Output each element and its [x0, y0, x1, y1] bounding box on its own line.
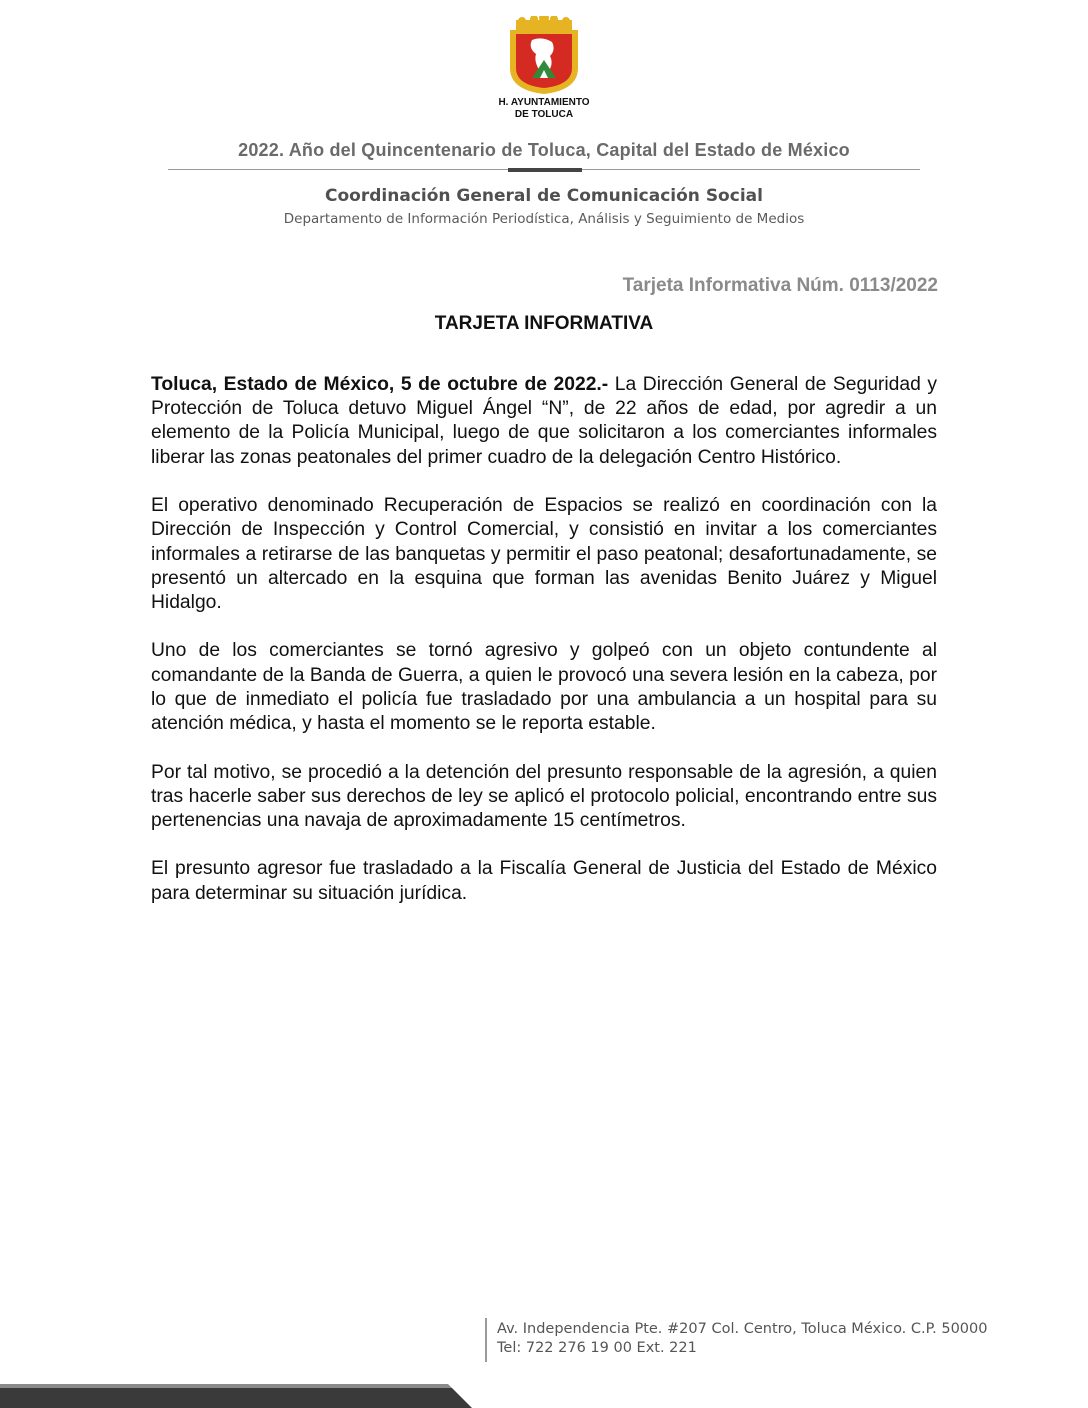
paragraph-1 [151, 373, 937, 470]
paragraph-3: Uno de los comerciantes se tornó agresivo y golpeó con un objeto contundente al comandante de la Banda de Guerra, a quien le provocó una severa lesión en la cabeza, por lo que de inmediato el policía fue trasladado por una ambulancia a un hospital para su atención médica, y hasta el momento se le reporta estable. [151, 640, 937, 735]
footer-address: Av. Independencia Pte. #207 Col. Centro, Toluca México. C.P. 50000 [497, 1321, 988, 1337]
logo-text-line2: DE TOLUCA [514, 109, 574, 120]
paragraph-1-text: La Dirección General de Seguridad y Protección de Toluca detuvo Miguel Ángel “N”, de 22 años de edad, por agredir a un elemento de la Policía Municipal, luego de que solicitaron a los comerciantes informales liberar las zonas peatonales del primer cuadro de la delegación Centro Histórico. [151, 374, 937, 468]
document-title: TARJETA INFORMATIVA [434, 313, 654, 334]
dateline: Toluca, Estado de México, 5 de octubre de 2022.- [151, 374, 609, 395]
footer-phone: Tel: 722 276 19 00 Ext. 221 [497, 1340, 697, 1356]
toluca-shield-icon [502, 16, 586, 96]
municipal-logo [484, 16, 604, 120]
paragraph-5: El presunto agresor fue trasladado a la Fiscalía General de Justicia del Estado de México para determinar su situación jurídica. [151, 858, 937, 904]
footer-band [0, 1384, 480, 1408]
department-subheading: Departamento de Información Periodística, Análisis y Seguimiento de Medios [283, 211, 805, 227]
document-body [151, 373, 937, 930]
header-divider-accent [508, 168, 582, 172]
year-banner: 2022. Año del Quincentenario de Toluca, Capital del Estado de México [238, 140, 850, 160]
document-folio: Tarjeta Informativa Núm. 0113/2022 [622, 275, 938, 296]
paragraph-2: El operativo denominado Recuperación de Espacios se realizó en coordinación con la Dirección de Inspección y Control Comercial, y consistió en invitar a los comerciantes informales a retirarse de las banquetas y permitir el paso peatonal; desafortunadamente, se presentó un altercado en la esquina que forman las avenidas Benito Juárez y Miguel Hidalgo. [151, 495, 937, 613]
coordination-heading: Coordinación General de Comunicación Social [325, 186, 763, 206]
logo-text-line1: H. AYUNTAMIENTO [498, 97, 590, 108]
paragraph-4: Por tal motivo, se procedió a la detención del presunto responsable de la agresión, a quien tras hacerle saber sus derechos de ley se aplicó el protocolo policial, encontrando entre sus pertenencias una navaja de aproximadamente 15 centímetros. [151, 761, 937, 831]
footer-divider [485, 1318, 487, 1362]
